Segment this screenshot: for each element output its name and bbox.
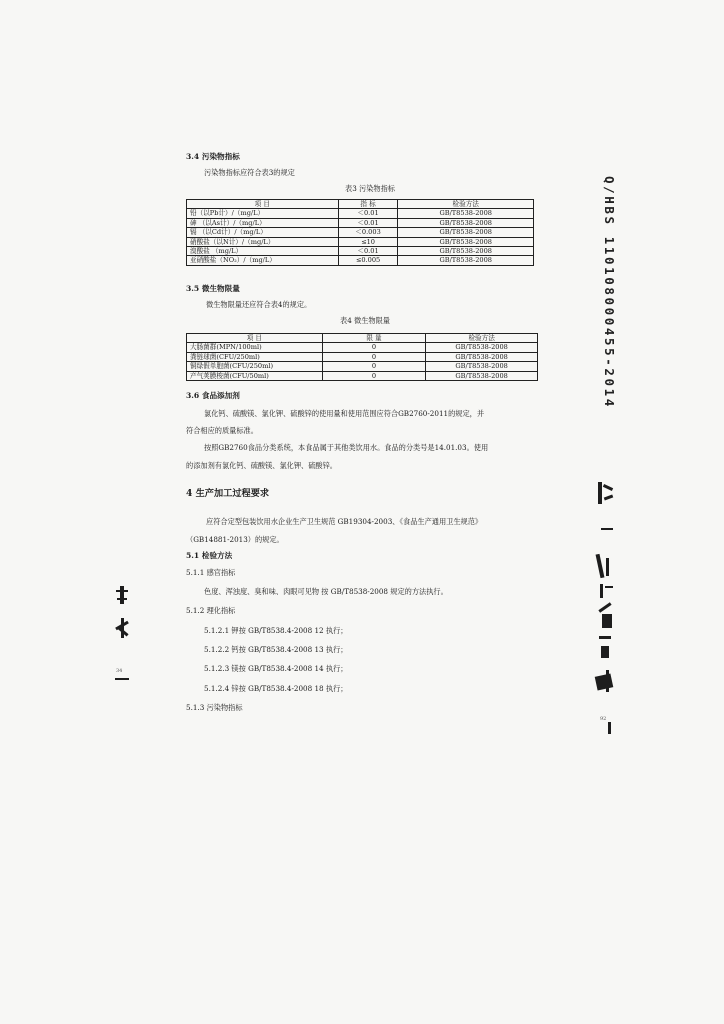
margin-standard-code: Q/HBS 110108000455-2014 <box>602 176 617 409</box>
cell-item: 镉 （以Cd计）/（mg/L） <box>187 228 339 237</box>
section-3-4-text: 污染物指标应符合表3的规定 <box>204 168 295 177</box>
table-row <box>187 362 538 371</box>
cell-limit: 0 <box>322 343 426 352</box>
left-margin-note: 34 <box>116 668 123 674</box>
table-row <box>187 228 534 237</box>
table-row <box>187 218 534 227</box>
cell-method: GB/T8538-2008 <box>398 209 534 218</box>
section-3-6-heading: 3.6 食品添加剂 <box>186 391 240 400</box>
cell-limit: ≤10 <box>338 237 398 246</box>
table-3-caption: 表3 污染物指标 <box>345 184 395 193</box>
table-header-item: 项 目 <box>187 200 339 209</box>
cell-item: 亚硝酸盐（NO₂）/（mg/L） <box>187 256 339 265</box>
cell-method: GB/T8538-2008 <box>426 352 538 361</box>
table-row <box>187 247 534 256</box>
physchem-item-4: 5.1.2.4 锌按 GB/T8538.4-2008 18 执行； <box>204 684 348 693</box>
cell-limit: ≤0.005 <box>338 256 398 265</box>
cell-item: 溴酸盐 （mg/L） <box>187 247 339 256</box>
cell-limit: 0 <box>322 371 426 380</box>
section-4-heading: 4 生产加工过程要求 <box>186 488 270 499</box>
table-4-caption: 表4 微生物限量 <box>340 316 390 325</box>
right-margin-note: 92 <box>600 716 607 722</box>
section-5-1-heading: 5.1 检验方法 <box>186 551 233 560</box>
table-row <box>187 237 534 246</box>
section-3-6-paragraph-1-line-1: 氯化钙、硫酸镁、氯化钾、硫酸锌的使用量和使用范围应符合GB2760-2011的规定，并 <box>204 409 485 418</box>
table-row <box>187 256 534 265</box>
cell-method: GB/T8538-2008 <box>398 247 534 256</box>
section-3-6-paragraph-2-line-2: 的添加剂有氯化钙、硫酸镁、氯化钾、硫酸锌。 <box>186 461 337 470</box>
section-5-1-2-heading: 5.1.2 理化指标 <box>186 606 236 615</box>
physchem-item-3: 5.1.2.3 镁按 GB/T8538.4-2008 14 执行； <box>204 664 348 673</box>
table-3-pollutants <box>186 199 534 266</box>
cell-limit: 0 <box>322 352 426 361</box>
sensory-text: 色度、浑浊度、臭和味、肉眼可见物 按 GB/T8538-2008 规定的方法执行。 <box>204 587 448 596</box>
table-header-method: 检验方法 <box>426 334 538 343</box>
section-3-5-heading: 3.5 微生物限量 <box>186 284 240 293</box>
table-4-microbial-limits <box>186 333 538 381</box>
cell-item: 产气荚膜梭菌(CFU/50ml) <box>187 371 323 380</box>
section-4-line-2: （GB14881-2013）的规定。 <box>186 535 284 544</box>
cell-item: 硝酸盐（以N计）/（mg/L） <box>187 237 339 246</box>
cell-method: GB/T8538-2008 <box>398 256 534 265</box>
section-3-4-heading: 3.4 污染物指标 <box>186 152 240 161</box>
section-4-line-1: 应符合定型包装饮用水企业生产卫生规范 GB19304-2003、《食品生产通用卫生规范》 <box>206 517 483 526</box>
cell-method: GB/T8538-2008 <box>398 228 534 237</box>
table-header-item: 项 目 <box>187 334 323 343</box>
table-row <box>187 352 538 361</box>
table-header-limit: 限 量 <box>322 334 426 343</box>
cell-limit: ＜0.01 <box>338 209 398 218</box>
section-5-1-1-heading: 5.1.1 感官指标 <box>186 568 236 577</box>
cell-limit: 0 <box>322 362 426 371</box>
section-3-6-paragraph-2-line-1: 按照GB2760食品分类系统，本食品属于其他类饮用水。食品的分类号是14.01.03。使用 <box>204 443 489 452</box>
cell-method: GB/T8538-2008 <box>426 371 538 380</box>
section-5-1-3-heading: 5.1.3 污染物指标 <box>186 703 243 712</box>
cell-item: 砷 （以As计）/（mg/L） <box>187 218 339 227</box>
table-header-limit: 指 标 <box>338 200 398 209</box>
section-3-5-text: 微生物限量还应符合表4的规定。 <box>206 300 312 309</box>
cell-item: 粪链球菌(CFU/250ml) <box>187 352 323 361</box>
cell-item: 铅（以Pb计）/（mg/L） <box>187 209 339 218</box>
table-header-method: 检验方法 <box>398 200 534 209</box>
table-header-row <box>187 200 534 209</box>
section-3-6-paragraph-1-line-2: 符合相应的质量标准。 <box>186 426 258 435</box>
cell-method: GB/T8538-2008 <box>398 218 534 227</box>
physchem-item-2: 5.1.2.2 钙按 GB/T8538.4-2008 13 执行； <box>204 645 348 654</box>
cell-item: 大肠菌群(MPN/100ml) <box>187 343 323 352</box>
cell-method: GB/T8538-2008 <box>426 362 538 371</box>
table-row <box>187 209 534 218</box>
cell-method: GB/T8538-2008 <box>426 343 538 352</box>
cell-item: 铜绿假单胞菌(CFU/250ml) <box>187 362 323 371</box>
table-row <box>187 371 538 380</box>
physchem-item-1: 5.1.2.1 钾按 GB/T8538.4-2008 12 执行； <box>204 626 348 635</box>
cell-limit: ＜0.01 <box>338 247 398 256</box>
table-row <box>187 343 538 352</box>
cell-limit: ＜0.003 <box>338 228 398 237</box>
table-header-row <box>187 334 538 343</box>
cell-limit: ＜0.01 <box>338 218 398 227</box>
cell-method: GB/T8538-2008 <box>398 237 534 246</box>
